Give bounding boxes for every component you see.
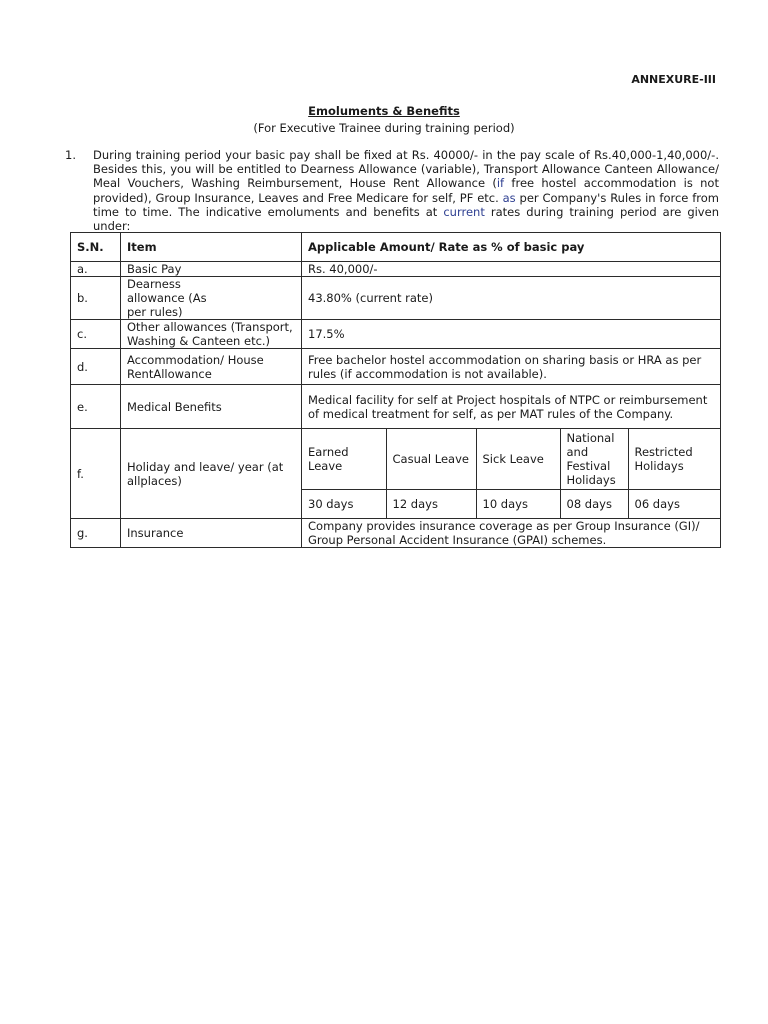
row-sn: a.: [71, 262, 121, 277]
table-header-row: [71, 233, 721, 262]
leave-days: 12 days: [386, 490, 476, 518]
row-item: Basic Pay: [121, 262, 302, 277]
header-amount: Applicable Amount/ Rate as % of basic pay: [302, 233, 721, 262]
leave-type: Restricted Holidays: [628, 429, 721, 490]
table-row: [71, 385, 721, 429]
page-title: Emoluments & Benefits: [308, 104, 460, 118]
row-amount: 43.80% (current rate): [302, 277, 721, 320]
leave-type: Earned Leave: [302, 429, 386, 490]
row-sn: g.: [71, 519, 121, 548]
table-row: [71, 262, 721, 277]
leave-days: 30 days: [302, 490, 386, 518]
row-item: Other allowances (Transport, Washing & Canteen etc.): [121, 320, 302, 349]
table-row: [71, 277, 721, 320]
paragraph-highlight-as: as: [502, 190, 516, 205]
table-row: [71, 429, 721, 519]
paragraph-text-part-3: per Company's Rules in force from time to time. The indicative emoluments and benefits at: [93, 190, 719, 219]
paragraph-text-part-1: During training period your basic pay shall be fixed at Rs. 40000/- in the pay scale of Rs.40,000-1,40,000/-. Besides this, you will be entitled to Dearness Allowance (variable), Transport Allowance Canteen Allowance/ Meal Vouchers, Washing Reimbursement, House Rent Allowance (: [93, 148, 719, 191]
leave-type: Casual Leave: [386, 429, 476, 490]
row-sn: e.: [71, 385, 121, 429]
leave-type-row: [302, 429, 721, 490]
row-amount: 17.5%: [302, 320, 721, 349]
leave-days: 10 days: [476, 490, 560, 518]
row-sn: f.: [71, 429, 121, 519]
header-sn: S.N.: [71, 233, 121, 262]
row-amount: Company provides insurance coverage as per Group Insurance (GI)/ Group Personal Accident Insurance (GPAI) schemes.: [302, 519, 721, 548]
leave-cell: [302, 429, 721, 519]
paragraph-number: 1.: [65, 148, 76, 162]
emoluments-table: [70, 232, 721, 548]
paragraph-text-part-4: rates during training period are given under:: [93, 204, 719, 234]
table-row: [71, 320, 721, 349]
paragraph-highlight-current: current: [443, 204, 485, 219]
table-row: [71, 349, 721, 385]
row-item: Holiday and leave/ year (at allplaces): [121, 429, 302, 519]
paragraph-text: [93, 148, 719, 233]
row-item: Insurance: [121, 519, 302, 548]
leave-days: 08 days: [560, 490, 628, 518]
leave-days-row: [302, 490, 721, 518]
leave-table: [302, 429, 721, 518]
annexure-label: ANNEXURE-III: [631, 73, 716, 86]
row-sn: d.: [71, 349, 121, 385]
leave-days: 06 days: [628, 490, 721, 518]
leave-type: National and Festival Holidays: [560, 429, 628, 490]
page-subtitle: (For Executive Trainee during training period): [253, 121, 515, 135]
row-item: Dearness allowance (As per rules): [121, 277, 302, 320]
paragraph-text-part-2: free hostel accommodation is not provided), Group Insurance, Leaves and Free Medicare for self, PF etc.: [93, 176, 719, 205]
row-sn: b.: [71, 277, 121, 320]
row-amount: Medical facility for self at Project hospitals of NTPC or reimbursement of medical treatment for self, as per MAT rules of the Company.: [302, 385, 721, 429]
leave-type: Sick Leave: [476, 429, 560, 490]
paragraph-1: [65, 148, 719, 233]
table-row: [71, 519, 721, 548]
row-sn: c.: [71, 320, 121, 349]
row-amount: Rs. 40,000/-: [302, 262, 721, 277]
paragraph-highlight-if: if: [496, 176, 505, 191]
header-item: Item: [121, 233, 302, 262]
row-amount: Free bachelor hostel accommodation on sharing basis or HRA as per rules (if accommodation is not available).: [302, 349, 721, 385]
row-item: Medical Benefits: [121, 385, 302, 429]
row-item: Accommodation/ House RentAllowance: [121, 349, 302, 385]
